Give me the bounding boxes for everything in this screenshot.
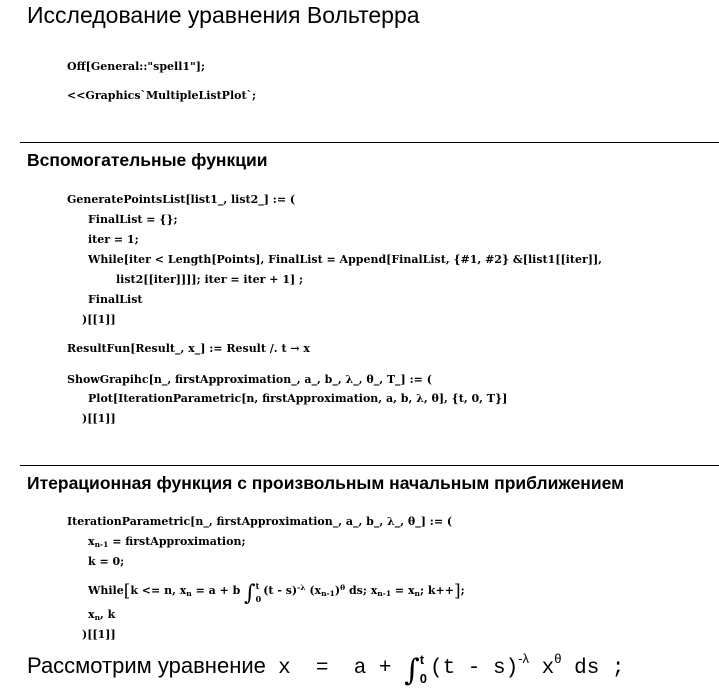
code-iteration-line-6[interactable]: )[[1]] [82,628,116,641]
code-iteration-line-1[interactable]: IterationParametric[n_, firstApproximation_, a_, b_, λ_, θ_] := ( [67,515,453,528]
integral-icon: ∫ [244,581,256,606]
code-iteration-line-2[interactable]: $x_{n-1}$ = firstApproximation; [88,535,246,549]
section-heading-iteration: Итерационная функция с произвольным начальным приближением [27,473,625,493]
code-result-fun[interactable]: ResultFun[Result_, x_] := Result /. t → x [67,342,310,355]
integral-icon: ∫ [404,653,420,688]
code-load-package[interactable]: <<Graphics`MultipleListPlot`; [67,89,257,102]
code-generate-line-1[interactable]: GeneratePointsList[list1_, list2_] := ( [67,193,296,206]
code-iteration-line-4[interactable]: While[k <= n, $x_n = a + b$ ∫ t 0 (t - s)$^{-\lambda}$ $(x_{n-1})^\theta$ ds; $x_{n-1} = x_n$; k++]; [88,581,465,606]
section-divider [20,142,719,143]
code-generate-line-6[interactable]: FinalList [88,293,143,306]
section-divider [20,465,719,466]
code-generate-line-5[interactable]: list2[[iter]]]]; iter = iter + 1] ; [116,273,304,286]
code-generate-line-4[interactable]: While[iter < Length[Points], FinalList = Append[FinalList, {#1, #2} &[list1[[iter]], [88,253,602,266]
code-off-general[interactable]: Off[General::"spell1"]; [67,60,206,73]
code-iteration-line-5[interactable]: $x_n$, k [88,608,116,622]
code-show-line-3[interactable]: )[[1]] [82,412,116,425]
volterra-equation: Рассмотрим уравнение x = a + ∫ t 0 (t - s)$^{-\lambda}$ $x^\theta$ ds ; [27,651,625,688]
code-generate-line-7[interactable]: )[[1]] [82,313,116,326]
code-iteration-line-3[interactable]: k = 0; [88,555,125,568]
page-title: Исследование уравнения Вольтерра [27,2,420,28]
code-show-line-1[interactable]: ShowGrapihc[n_, firstApproximation_, a_, b_, λ_, θ_, T_] := ( [67,373,432,386]
code-show-line-2[interactable]: Plot[IterationParametric[n, firstApproximation, a, b, λ, θ], {t, 0, T}] [88,392,508,405]
code-generate-line-3[interactable]: iter = 1; [88,233,139,246]
code-generate-line-2[interactable]: FinalList = {}; [88,213,178,226]
section-heading-helpers: Вспомогательные функции [27,150,268,170]
